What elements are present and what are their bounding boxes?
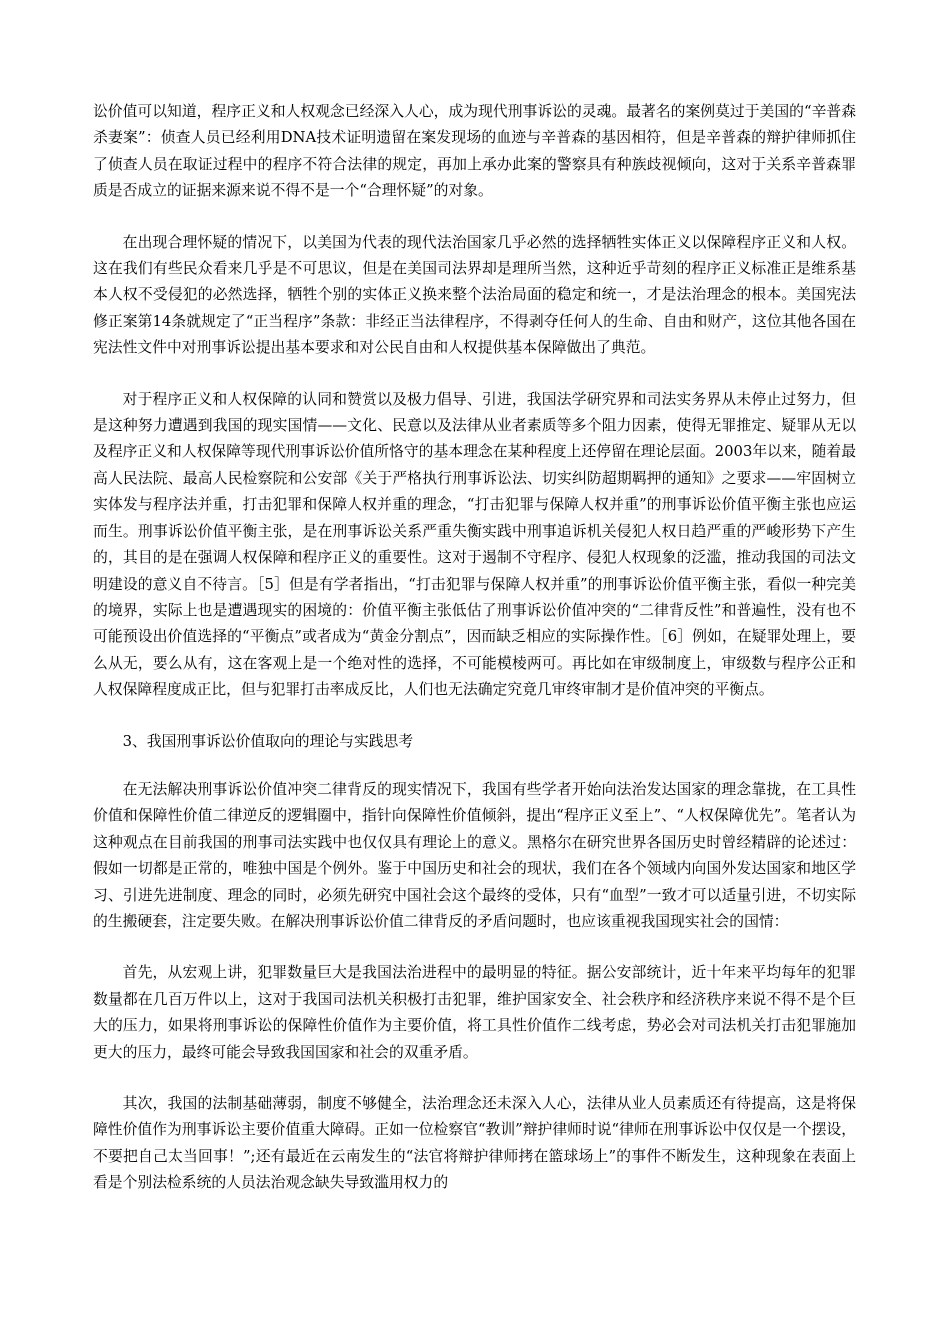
document-body (93, 99, 856, 1222)
section-heading: 3、我国刑事诉讼价值取向的理论与实践思考 (122, 732, 414, 750)
paragraph-2: 在出现合理怀疑的情况下，以美国为代表的现代法治国家几乎必然的选择牺牲实体正义以保障程序正义和人权。这在我们有些民众看来几乎是不可思议，但是在美国司法界却是理所当然，这种近乎苛刻的程序正义标准正是维系基本人权不受侵犯的必然选择，牺牲个别的实体正义换来整个法治局面的稳定和统一，才是法治理念的根本。美国宪法修正案第14条就规定了“正当程序”条款：非经正当法律程序，不得剥夺任何人的生命、自由和财产，这位其他各国在宪法性文件中对刑事诉讼提出基本要求和对公民自由和人权提供基本保障做出了典范。 (93, 233, 856, 357)
paragraph-6: 其次，我国的法制基础薄弱，制度不够健全，法治理念还未深入人心，法律从业人员素质还有待提高，这是将保障性价值作为刑事诉讼主要价值重大障碍。正如一位检察官“教训”辩护律师时说“律师在刑事诉讼中仅仅是一个摆设，不要把自己太当回事！”;还有最近在云南发生的“法官将辩护律师拷在篮球场上”的事件不断发生，这种现象在表面上看是个别法检系统的人员法治观念缺失导致滥用权力的 (93, 1095, 856, 1192)
paragraph-3: 对于程序正义和人权保障的认同和赞赏以及极力倡导、引进，我国法学研究界和司法实务界从未停止过努力，但是这种努力遭遇到我国的现实国情——文化、民意以及法律从业者素质等多个阻力因素，使得无罪推定、疑罪从无以及程序正义和人权保障等现代刑事诉讼价值所恪守的基本理念在某种程度上还停留在理论层面。2003年以来，随着最高人民法院、最高人民检察院和公安部《关于严格执行刑事诉讼法、切实纠防超期羁押的通知》之要求——牢固树立实体发与程序法并重，打击犯罪和保障人权并重的理念，“打击犯罪与保障人权并重”的刑事诉讼价值平衡主张也应运而生。刑事诉讼价值平衡主张，是在刑事诉讼关系严重失衡实践中刑事追诉机关侵犯人权日趋严重的严峻形势下产生的，其目的是在强调人权保障和程序正义的重要性。这对于遏制不守程序、侵犯人权现象的泛滥，推动我国的司法文明建设的意义自不待言。［5］但是有学者指出，“打击犯罪与保障人权并重”的刑事诉讼价值平衡主张，看似一种完美的境界，实际上也是遭遇现实的困境的：价值平衡主张低估了刑事诉讼价值冲突的“二律背反性”和普遍性，没有也不可能预设出价值选择的“平衡点”或者成为“黄金分割点”，因而缺乏相应的实际操作性。［6］例如，在疑罪处理上，要么从无，要么从有，这在客观上是一个绝对性的选择，不可能模棱两可。再比如在审级制度上，审级数与程序公正和人权保障程度成正比，但与犯罪打击率成反比，人们也无法确定究竟几审终审制才是价值冲突的平衡点。 (93, 390, 856, 699)
paragraph-5: 首先，从宏观上讲，犯罪数量巨大是我国法治进程中的最明显的特征。据公安部统计，近十年来平均每年的犯罪数量都在几百万件以上，这对于我国司法机关积极打击犯罪，维护国家安全、社会秩序和经济秩序来说不得不是个巨大的压力，如果将刑事诉讼的保障性价值作为主要价值，将工具性价值作二线考虑，势必会对司法机关打击犯罪施加更大的压力，最终可能会导致我国国家和社会的双重矛盾。 (93, 964, 856, 1061)
paragraph-4: 在无法解决刑事诉讼价值冲突二律背反的现实情况下，我国有些学者开始向法治发达国家的理念靠拢，在工具性价值和保障性价值二律逆反的逻辑圈中，指针向保障性价值倾斜，提出“程序正义至上”、“人权保障优先”。笔者认为这种观点在目前我国的刑事司法实践中也仅仅具有理论上的意义。黑格尔在研究世界各国历史时曾经精辟的论述过：假如一切都是正常的，唯独中国是个例外。鉴于中国历史和社会的现状，我们在各个领域内向国外发达国家和地区学习、引进先进制度、理念的同时，必须先研究中国社会这个最终的受体，只有“血型”一致才可以适量引进，不切实际的生搬硬套，注定要失败。在解决刑事诉讼价值二律背反的矛盾问题时，也应该重视我国现实社会的国情： (93, 780, 856, 930)
paragraph-1: 讼价值可以知道，程序正义和人权观念已经深入人心，成为现代刑事诉讼的灵魂。最著名的案例莫过于美国的“辛普森杀妻案”：侦查人员已经利用DNA技术证明遗留在案发现场的血迹与辛普森的基因相符，但是辛普森的辩护律师抓住了侦查人员在取证过程中的程序不符合法律的规定，再加上承办此案的警察具有种族歧视倾向，这对于关系辛普森罪质是否成立的证据来源来说不得不是一个“合理怀疑”的对象。 (93, 103, 856, 200)
